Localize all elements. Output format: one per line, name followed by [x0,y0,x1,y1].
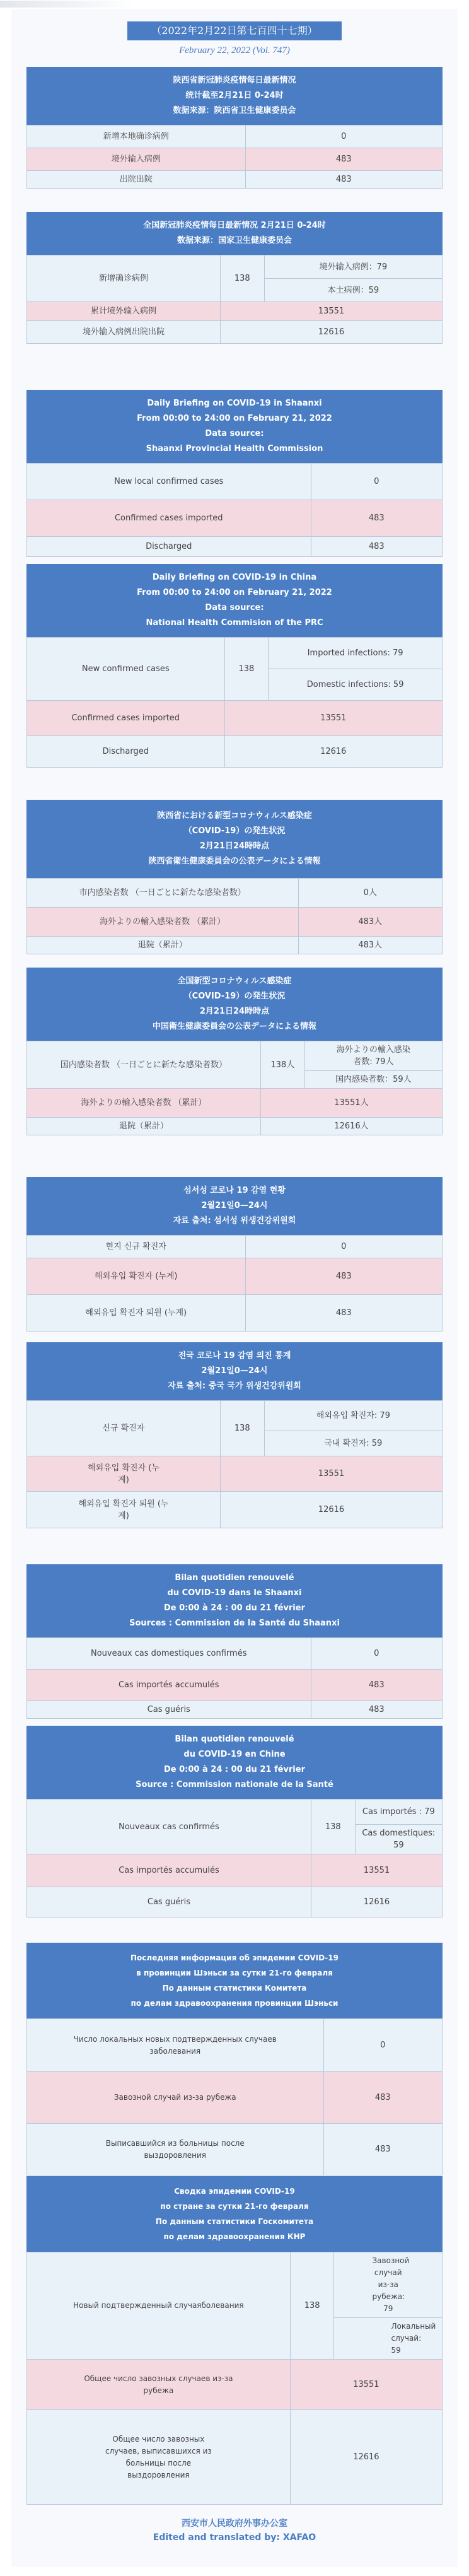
zh-shaanxi-table [26,125,443,189]
table-row [27,2124,443,2175]
table-row [27,1041,443,1071]
row-value: 12616 [311,1887,442,1917]
ja-shaanxi-title: 陝西省における新型コロナウィルス感染症 （COVID-19）の発生状況 2月21日24時時点 陝西省衛生健康委員会の公表データによる情報 [26,800,443,878]
row-value: 0 [245,1236,443,1258]
ru-china-section [26,2176,443,2505]
footer [26,2517,443,2544]
row-label: New confirmed cases [27,638,225,701]
new-total: 138 [224,638,269,701]
row-value: 0 [245,126,443,148]
table-row [27,908,443,937]
table-row [27,1401,443,1431]
table-row [27,1638,443,1670]
new-total: 138 [220,1401,264,1456]
row-value: 483 [311,500,443,537]
row-label: 해외유입 확진자 (누계) [27,1456,221,1492]
table-row [27,1492,443,1528]
row-value: 483人 [298,937,443,954]
ru-china-title: Сводка эпидемии COVID-19 по стране за сутки 21-го февраля По данным статистики Госкомитета по делам здравоохранения КНР [26,2176,443,2252]
table-row [27,1089,443,1118]
row-label: Выписавшийся из больницы после выздоровления [27,2124,324,2175]
domestic-value: Domestic infections: 59 [269,669,443,701]
row-value: 483 [323,2072,443,2124]
row-label: Cas importés accumulés [27,1670,311,1701]
domestic-value: Cas domestiques: 59 [355,1825,442,1854]
row-label: Общее число завозных случаев из-за рубежа [27,2360,291,2410]
row-label: 累计境外输入病例 [27,302,221,321]
row-label: 海外よりの輸入感染者数 （累計） [27,908,299,937]
top-bar [0,0,469,9]
row-label: 退院（累計） [27,937,299,954]
row-label: Cas importés accumulés [27,1854,311,1887]
table-row [27,879,443,908]
table-row [27,171,443,189]
imported-value: 海外よりの輸入感染者数: 79人 [304,1041,442,1071]
table-row [27,1118,443,1135]
row-label: 海外よりの輸入感染者数 （累計） [27,1089,261,1118]
table-row [27,302,443,321]
row-label: 신규 확진자 [27,1401,221,1456]
row-value: 0 [311,1638,443,1670]
new-total: 138 [220,255,264,302]
table-row [27,1701,443,1719]
en-shaanxi-table [26,463,443,557]
footer-org: 西安市人民政府外事办公室 [182,2519,287,2529]
ko-china-section [26,1342,443,1528]
table-row [27,1800,443,1825]
row-label: Cas guéris [27,1887,311,1917]
row-label: Число локальных новых подтвержденных случаев заболевания [27,2019,324,2072]
issue-header [26,21,443,56]
row-label: 新增本地确诊病例 [27,126,246,148]
table-row [27,255,443,279]
zh-china-title: 全国新冠肺炎疫情每日最新情况 2月21日 0-24时 数据来源：国家卫生健康委员会 [26,212,443,255]
table-row [27,1670,443,1701]
row-value: 13551 [220,1456,442,1492]
row-label: 境外输入病例出院出院 [27,321,221,344]
table-row [27,464,443,500]
ko-shaanxi-title: 섬서성 코로나 19 감염 현황 2월21일0—24시 자료 출처: 섬서성 위생건강위원회 [26,1177,443,1235]
table-row [27,736,443,768]
table-row [27,1295,443,1332]
row-value: 483 [311,1701,443,1719]
row-label: Cas guéris [27,1701,311,1719]
table-row [27,1258,443,1295]
table-row [27,2019,443,2072]
row-value: 12616人 [260,1118,442,1135]
ja-china-title: 全国新型コロナウィルス感染症 （COVID-19）の発生状況 2月21日24時時点 中国衛生健康委員会の公表データによる情報 [26,968,443,1041]
row-label: Новый подтвержденный случаяболевания [27,2252,291,2360]
imported-value: Завозной случай из-за рубежа: 79 [334,2252,443,2318]
ko-shaanxi-table [26,1235,443,1332]
ru-shaanxi-section [26,1943,443,2175]
row-label: Завозной случай из-за рубежа [27,2072,324,2124]
row-label: 出院出院 [27,171,246,189]
new-total: 138 [290,2252,334,2360]
row-value: 483 [245,1258,443,1295]
row-value: 483人 [298,908,443,937]
row-value: 483 [245,148,443,171]
row-label: Confirmed cases imported [27,701,225,736]
imported-value: Imported infections: 79 [269,638,443,669]
row-value: 12616 [220,1492,442,1528]
row-label: New local confirmed cases [27,464,311,500]
row-value: 13551 [290,2360,442,2410]
table-row [27,1887,443,1917]
ru-china-table [26,2252,443,2505]
row-value: 12616 [290,2410,442,2505]
table-row [27,1456,443,1492]
ja-china-table [26,1041,443,1135]
fr-china-title: Bilan quotidien renouvelé du COVID-19 en Chine De 0:00 à 24 : 00 du 21 février Source : Commission nationale de la Santé [26,1726,443,1799]
table-row [27,2410,443,2505]
table-row [27,937,443,954]
row-value: 13551 [224,701,442,736]
row-value: 0 [311,464,443,500]
table-row [27,321,443,344]
row-value: 483 [311,537,443,557]
domestic-value: 국내 확진자: 59 [264,1431,442,1456]
table-row [27,537,443,557]
row-label: Общее число завозных случаев, выписавшихся из больницы после выздоровления [27,2410,291,2505]
row-label: 境外输入病例 [27,148,246,171]
ru-shaanxi-table [26,2018,443,2175]
ko-shaanxi-section [26,1177,443,1332]
table-row [27,2360,443,2410]
issue-number: （2022年2月22日第七百四十七期） [127,21,342,40]
zh-shaanxi-section [26,67,443,189]
imported-value: 境外输入病例：79 [264,255,442,279]
row-label: Discharged [27,736,225,768]
en-china-title: Daily Briefing on COVID-19 in China From 00:00 to 24:00 on February 21, 2022 Data source: National Health Commision of the PRC [26,564,443,637]
row-label: Discharged [27,537,311,557]
row-label: 新增确诊病例 [27,255,221,302]
footer-credit: Edited and translated by: XAFAO [153,2532,316,2543]
fr-shaanxi-title: Bilan quotidien renouvelé du COVID-19 dans le Shaanxi De 0:00 à 24 : 00 du 21 février Sources : Commission de la Santé du Shaanxi [26,1564,443,1637]
row-value: 0人 [298,879,443,908]
row-value: 0 [323,2019,443,2072]
row-value: 483 [323,2124,443,2175]
row-label: 市内感染者数 （一日ごとに新たな感染者数） [27,879,299,908]
table-row [27,2252,443,2318]
imported-value: 해외유입 확진자: 79 [264,1401,442,1431]
ja-china-section [26,968,443,1135]
new-total: 138 [311,1800,355,1854]
ko-china-table [26,1400,443,1528]
zh-shaanxi-title: 陕西省新冠肺炎疫情每日最新情况 统计截至2月21日 0-24时 数据来源：陕西省卫生健康委员会 [26,67,443,125]
domestic-value: Локальный случай: 59 [334,2318,443,2360]
table-row [27,500,443,537]
en-shaanxi-title: Daily Briefing on COVID-19 in Shaanxi From 00:00 to 24:00 on February 21, 2022 Data source: Shaanxi Provincial Health Commission [26,390,443,463]
ja-shaanxi-table [26,878,443,954]
row-label: Nouveaux cas confirmés [27,1800,311,1854]
row-label: 退院（累計） [27,1118,261,1135]
row-value: 13551 [220,302,442,321]
fr-china-table [26,1799,443,1917]
row-label: 해외유입 확진자 (누계) [27,1258,246,1295]
issue-date: February 22, 2022 (Vol. 747) [179,45,290,56]
en-china-table [26,637,443,768]
row-value: 12616 [224,736,442,768]
imported-value: Cas importés : 79 [355,1800,442,1825]
table-row [27,126,443,148]
row-value: 13551人 [260,1089,442,1118]
ja-shaanxi-section [26,800,443,954]
row-value: 12616 [220,321,442,344]
row-label: Nouveaux cas domestiques confirmés [27,1638,311,1670]
zh-china-table [26,255,443,344]
fr-china-section [26,1726,443,1917]
table-row [27,701,443,736]
row-label: 현지 신규 확진자 [27,1236,246,1258]
table-row [27,148,443,171]
table-row [27,1854,443,1887]
row-value: 483 [311,1670,443,1701]
domestic-value: 本土病例：59 [264,279,442,302]
row-value: 13551 [311,1854,442,1887]
row-label: 国内感染者数 （一日ごとに新たな感染者数） [27,1041,261,1089]
table-row [27,2072,443,2124]
fr-shaanxi-section [26,1564,443,1719]
ru-shaanxi-title: Последняя информация об эпидемии COVID-19 в провинции Шэньси за сутки 21-го февраля По данным статистики Комитета по делам здравоохранения провинции Шэньси [26,1943,443,2018]
en-china-section [26,564,443,768]
domestic-value: 国内感染者数：59人 [304,1071,442,1089]
zh-china-section [26,212,443,344]
en-shaanxi-section [26,390,443,557]
new-total: 138人 [260,1041,304,1089]
ko-china-title: 전국 코로나 19 감염 의진 통계 2월21일0—24시 자료 출처: 중국 국가 위생건강위원회 [26,1342,443,1400]
row-label: 해외유입 확진자 퇴원 (누계) [27,1295,246,1332]
table-row [27,638,443,669]
table-row [27,1236,443,1258]
row-value: 483 [245,171,443,189]
row-label: 해외유입 확진자 퇴원 (누계) [27,1492,221,1528]
fr-shaanxi-table [26,1637,443,1719]
row-label: Confirmed cases imported [27,500,311,537]
row-value: 483 [245,1295,443,1332]
